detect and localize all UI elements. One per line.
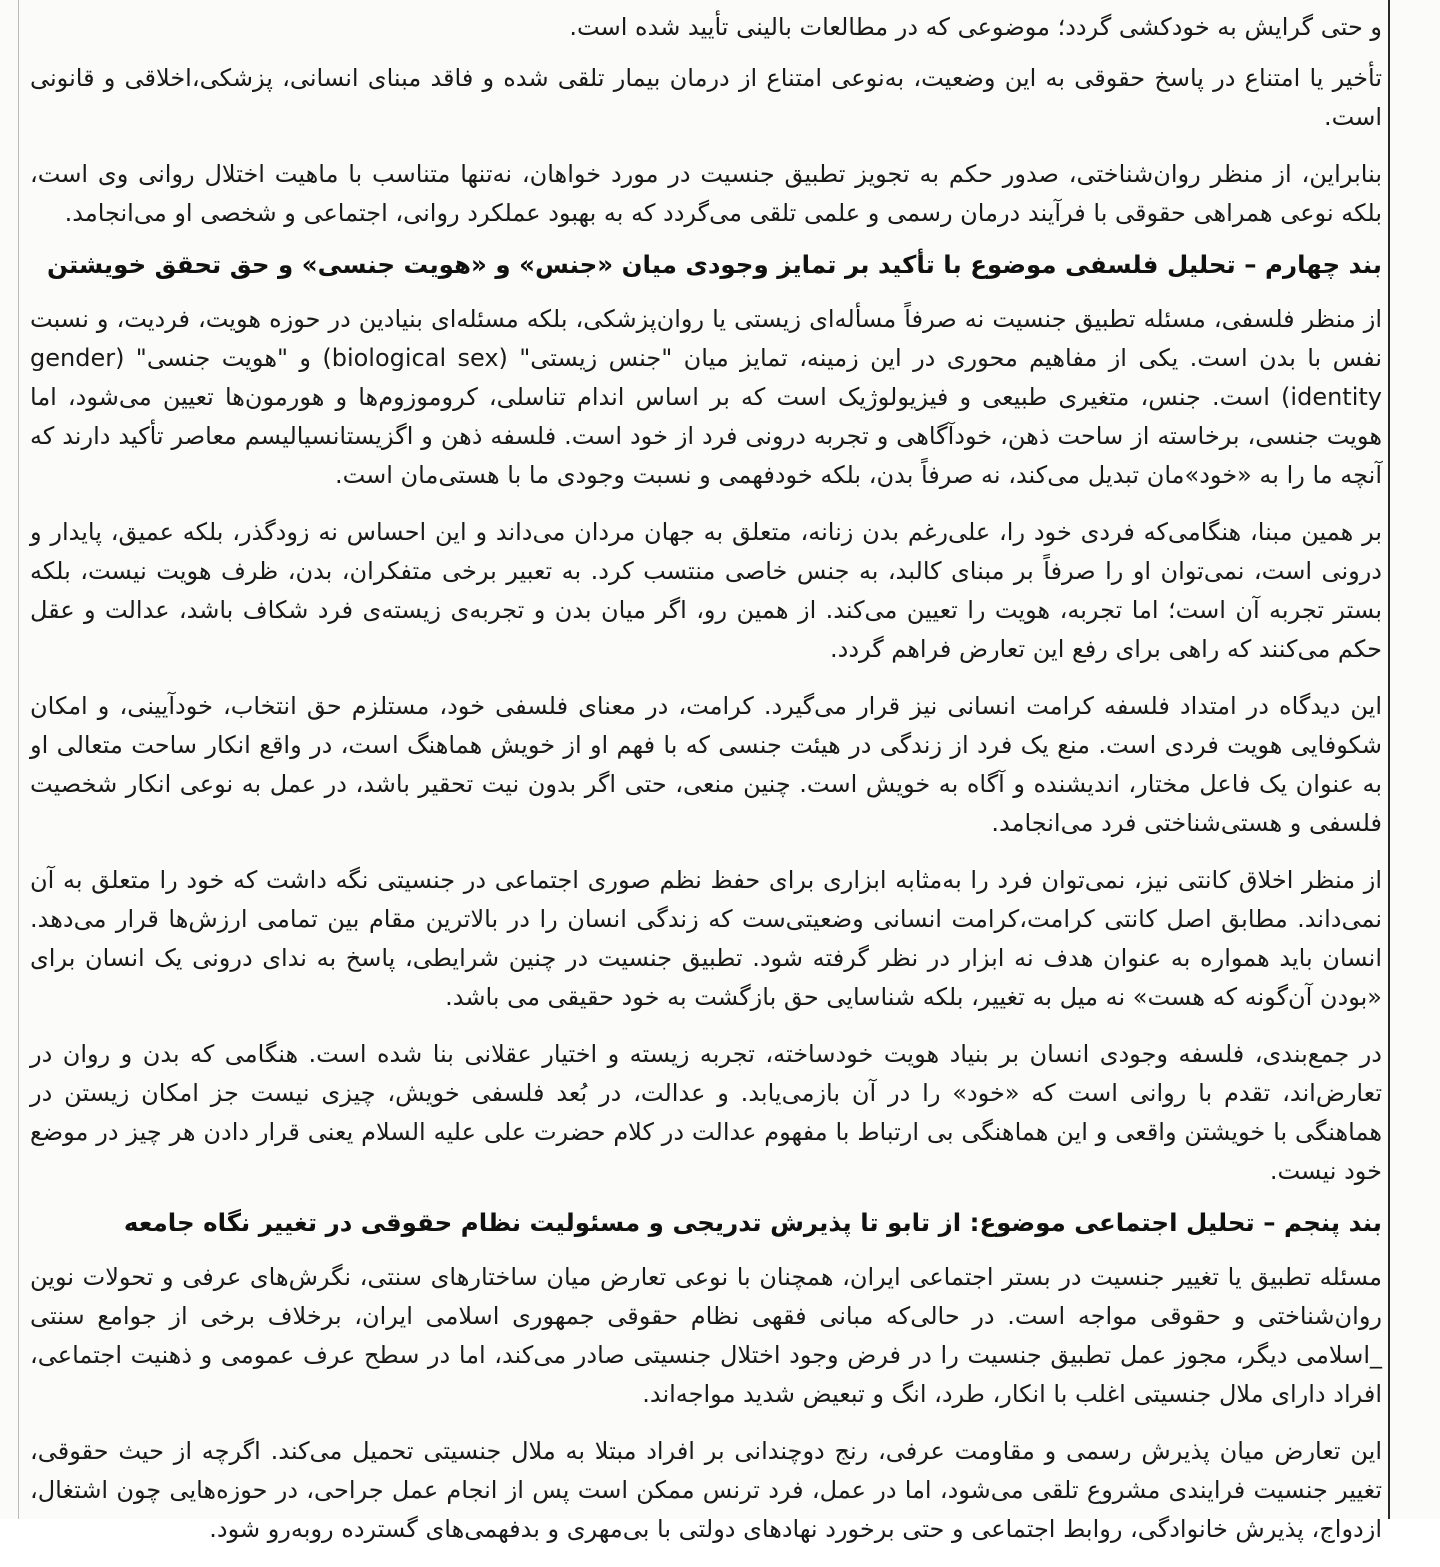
section-heading-5: بند پنجم – تحلیل اجتماعی موضوع: از تابو تا پذیرش تدریجی و مسئولیت نظام حقوقی در تغییر نگاه جامعه: [123, 1208, 1382, 1237]
paragraph-body-identity: بر همین مبنا، هنگامی‌که فردی خود را، علی‌رغم بدن زنانه، متعلق به جهان مردان می‌داند و این احساس نه زودگذر، بلکه عمیق، پایدار و درونی است، نمی‌توان او را صرفاً بر مبنای کالبد، به جنس خاصی منتسب کرد. به تعبیر برخی متفکران، بدن، ظرف هویت نیست، بلکه بستر تجربه آن است؛ اما تجربه، هویت را تعیین می‌کند. از همین رو، اگر میان بدن و تجربه‌ی زیسته‌ی فرد شکاف باشد، عدالت و عقل حکم می‌کنند که راهی برای رفع این تعارض فراهم گردد.: [30, 518, 1382, 663]
document-body: [30, 8, 1382, 1567]
paragraph-social-conflict: این تعارض میان پذیرش رسمی و مقاومت عرفی، رنج دوچندانی بر افراد مبتلا به ملال جنسیتی تحمیل می‌کند. اگرچه از حیث حقوقی، تغییر جنسیت فرایندی مشروع تلقی می‌شود، اما در عمل، فرد ترنس ممکن است پس از انجام عمل جراحی، در حوزه‌هایی چون اشتغال، ازدواج، پذیرش خانوادگی، روابط اجتماعی و حتی برخورد نهادهای دولتی با بی‌مهری و بدفهمی‌های گسترده روبه‌رو شود.: [30, 1437, 1382, 1543]
paragraph-human-dignity: این دیدگاه در امتداد فلسفه کرامت انسانی نیز قرار می‌گیرد. کرامت، در معنای فلسفی خود، مستلزم حق انتخاب، خودآیینی، و امکان شکوفایی هویت فردی است. منع یک فرد از زندگی در هیئت جنسی که با فهم او از خویش هماهنگ است، در واقع انکار ساحت متعالی او به عنوان یک فاعل مختار، اندیشنده و آگاه به خویش است. چنین منعی، حتی اگر بدون نیت تحقیر باشد، در عمل به نوعی انکار شخصیت فلسفی و هستی‌شناختی فرد می‌انجامد.: [30, 692, 1382, 837]
paragraph-psychological-conclusion: بنابراین، از منظر روان‌شناختی، صدور حکم به تجویز تطبیق جنسیت در مورد خواهان، نه‌تنها متناسب با ماهیت اختلال روانی وی است، بلکه نوعی همراهی حقوقی با فرآیند درمان رسمی و علمی تلقی می‌گردد که به بهبود عملکرد روانی، اجتماعی و شخصی او می‌انجامد.: [30, 160, 1382, 227]
paragraph-summary: در جمع‌بندی، فلسفه وجودی انسان بر بنیاد هویت خودساخته، تجربه زیسته و اختیار عقلانی بنا شده است. هنگامی که بدن و روان در تعارض‌اند، تقدم با روانی است که «خود» را در آن بازمی‌یابد. و عدالت، در بُعد فلسفی خویش، چیزی نیست جز امکان زیستن در هماهنگی با خویشتن واقعی و این هماهنگی بی ارتباط با مفهوم عدالت در کلام حضرت علی علیه السلام یعنی قرار دادن هر چیز در موضع خود نیست.: [30, 1040, 1382, 1185]
paragraph-philosophical-view: از منظر فلسفی، مسئله تطبیق جنسیت نه صرفاً مسأله‌ای زیستی یا روان‌پزشکی، بلکه مسئله‌ای بنیادین در حوزه هویت، فردیت، و نسبت نفس با بدن است. یکی از مفاهیم محوری در این زمینه، تمایز میان "جنس زیستی" (biological sex) و "هویت جنسی" (gender identity) است. جنس، متغیری طبیعی و فیزیولوژیک است که بر اساس اندام تناسلی، کروموزوم‌ها و هورمون‌ها تعیین می‌شود، اما هویت جنسی، برخاسته از ساحت ذهن، خودآگاهی و تجربه درونی فرد از خود است. فلسفه ذهن و اگزیستانسیالیسم معاصر تأکید دارند که آنچه ما را به «خود»مان تبدیل می‌کند، نه صرفاً بدن، بلکه خودفهمی و نسبت وجودی ما با هستی‌مان است.: [30, 305, 1382, 489]
paragraph-social-context: مسئله تطبیق یا تغییر جنسیت در بستر اجتماعی ایران، همچنان با نوعی تعارض میان ساختارهای سنتی، نگرش‌های عرفی و تحولات نوین روان‌شناختی و حقوقی مواجه است. در حالی‌که مبانی فقهی نظام حقوقی جمهوری اسلامی ایران، برخلاف برخی از جوامع سنتی _اسلامی دیگر، مجوز عمل تطبیق جنسیت را در فرض وجود اختلال جنسیتی صادر می‌کند، اما در سطح عرف عمومی و ذهنیت اجتماعی، افراد دارای ملال جنسیتی اغلب با انکار، طرد، انگ و تبعیض شدید مواجه‌اند.: [30, 1263, 1382, 1408]
paragraph-kantian-ethics: از منظر اخلاق کانتی نیز، نمی‌توان فرد را به‌مثابه ابزاری برای حفظ نظم صوری اجتماعی در جنسیتی نگه داشت که خود را متعلق به آن نمی‌داند. مطابق اصل کانتی کرامت،کرامت انسانی وضعیتی‌ست که زندگی انسان را در بالاترین مقام بین تمامی ارزش‌ها قرار می‌دهد. انسان باید همواره به عنوان هدف نه ابزار در نظر گرفته شود. تطبیق جنسیت در چنین شرایطی، پاسخ به ندای درونی یک انسان برای «بودن آن‌گونه که هست» نه میل به تغییر، بلکه شناسایی حق بازگشت به خود حقیقی می باشد.: [30, 866, 1382, 1011]
page-border-line-left: [18, 0, 19, 1519]
paragraph-legal-delay: تأخیر یا امتناع در پاسخ حقوقی به این وضعیت، به‌نوعی امتناع از درمان بیمار تلقی شده و فاقد مبنای انسانی، پزشکی،اخلاقی و قانونی است.: [30, 64, 1382, 131]
page-border-line: [1388, 0, 1390, 1519]
paragraph-suicide-note: و حتی گرایش به خودکشی گردد؛ موضوعی که در مطالعات بالینی تأیید شده است.: [569, 13, 1382, 41]
section-heading-4: بند چهارم – تحلیل فلسفی موضوع با تأکید بر تمایز وجودی میان «جنس» و «هویت جنسی» و حق تحقق خویشتن: [46, 250, 1382, 279]
